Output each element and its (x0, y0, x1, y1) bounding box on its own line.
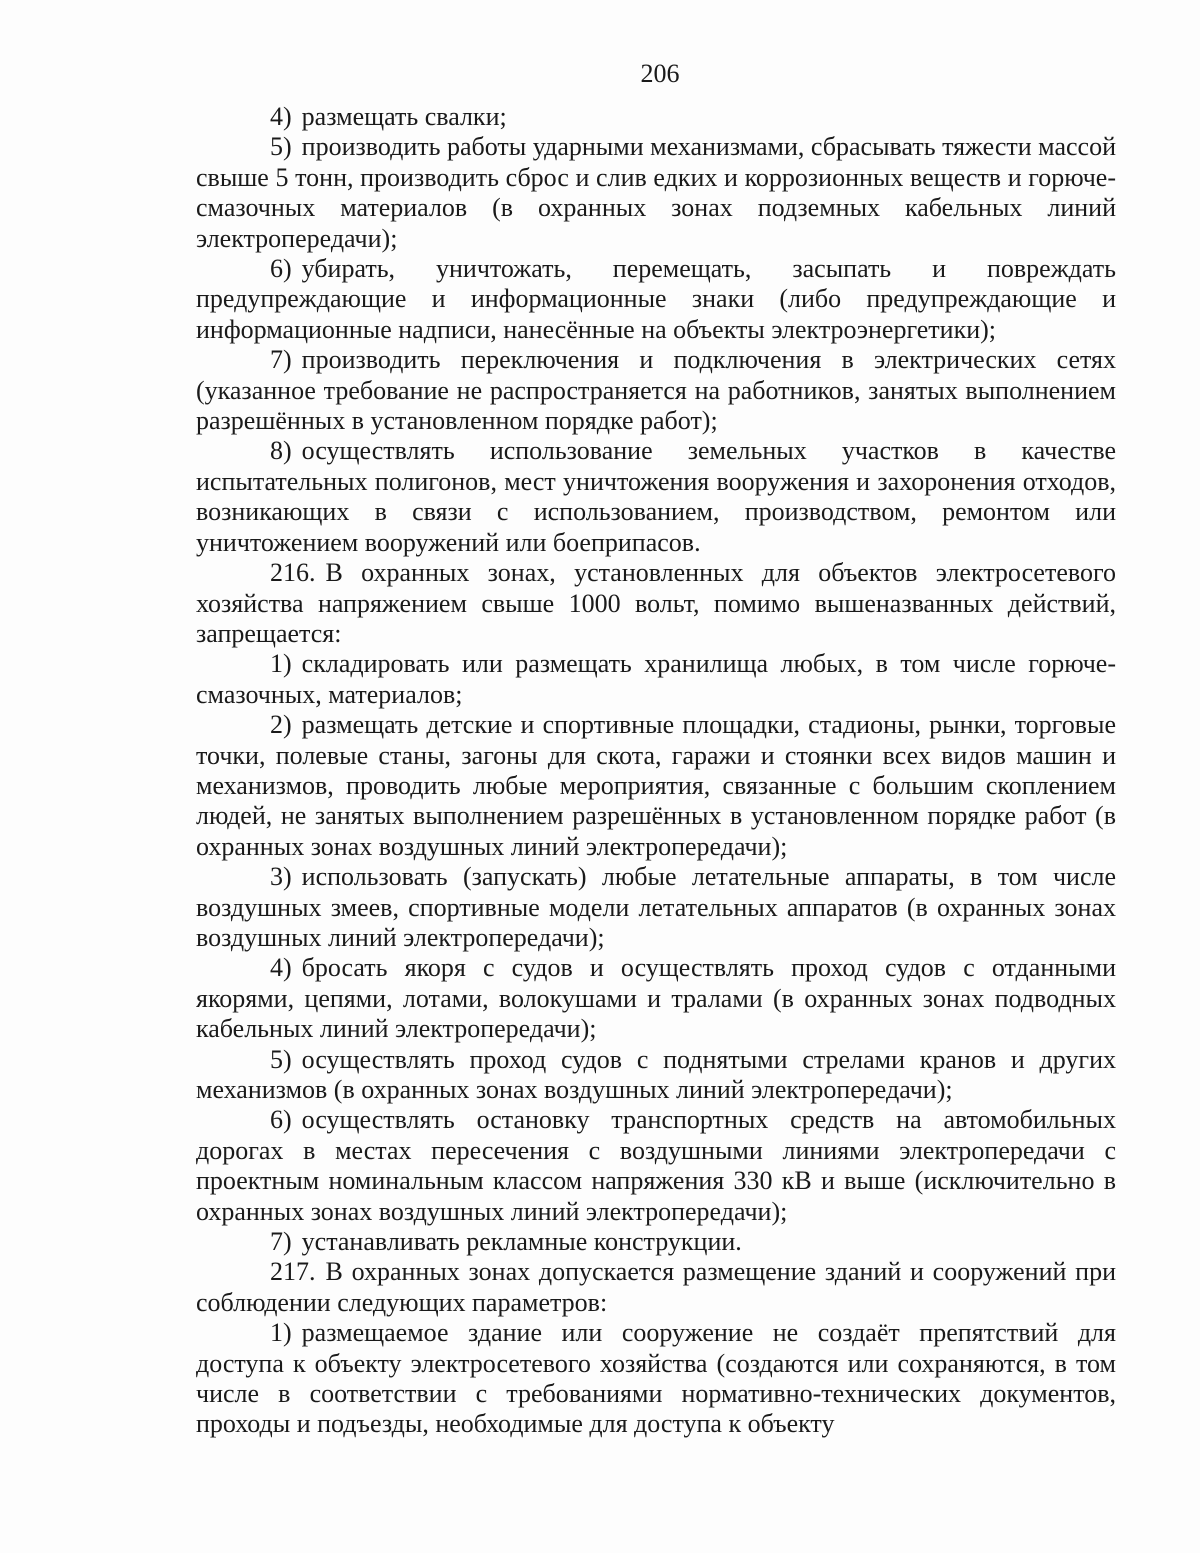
item-number: 3) (270, 862, 292, 892)
paragraph (196, 1227, 1116, 1257)
item-number: 1) (270, 649, 292, 679)
page-number: 206 (640, 59, 680, 88)
item-number: 6) (270, 1105, 292, 1135)
paragraph (196, 1318, 1116, 1440)
item-number: 1) (270, 1318, 292, 1348)
paragraph-text: размещать свалки; (301, 102, 507, 131)
item-number: 2) (270, 710, 292, 740)
paragraph-text: убирать, уничтожать, перемещать, засыпать и повреждать предупреждающие и информационные знаки (либо предупреждающие и информационные надписи, нанесённые на объекты электроэнергетики); (196, 254, 1116, 344)
item-number: 5) (270, 1044, 292, 1074)
paragraph-text: В охранных зонах допускается размещение зданий и сооружений при соблюдении следующих параметров: (196, 1257, 1116, 1317)
paragraph-text: осуществлять остановку транспортных средств на автомобильных дорогах в местах пересечения с воздушными линиями электропередачи с проектным номинальным классом напряжения 330 кВ и выше (исключительно в охранных зонах воздушных линий электропередачи); (196, 1105, 1116, 1226)
paragraph-text: осуществлять проход судов с поднятыми стрелами кранов и других механизмов (в охранных зонах воздушных линий электропередачи); (196, 1044, 1116, 1104)
item-number: 6) (270, 254, 292, 284)
paragraph (196, 436, 1116, 558)
paragraph-text: бросать якоря с судов и осуществлять проход судов с отданными якорями, цепями, лотами, волокушами и тралами (в охранных зонах подводных кабельных линий электропередачи); (196, 953, 1116, 1044)
item-number: 4) (270, 102, 292, 131)
paragraph-text: производить переключения и подключения в электрических сетях (указанное требование не распространяется на работников, занятых выполнением разрешённых в установленном порядке работ); (196, 345, 1116, 436)
paragraph (196, 254, 1116, 345)
item-number: 8) (270, 436, 292, 466)
paragraph (196, 1257, 1116, 1318)
paragraph (196, 1045, 1116, 1106)
paragraph (196, 102, 1116, 132)
paragraph (196, 862, 1116, 953)
paragraph-text: производить работы ударными механизмами, сбрасывать тяжести массой свыше 5 тонн, производить сброс и слив едких и коррозионных веществ и горюче-смазочных материалов (в охранных зонах подземных кабельных линий электропередачи); (196, 132, 1116, 253)
paragraph (196, 345, 1116, 436)
paragraph (196, 710, 1116, 862)
paragraph (196, 953, 1116, 1044)
paragraph-text: устанавливать рекламные конструкции. (301, 1227, 742, 1257)
item-number: 216. (270, 558, 316, 588)
paragraph-text: использовать (запускать) любые летательные аппараты, в том числе воздушных змеев, спортивные модели летательных аппаратов (в охранных зонах воздушных линий электропередачи); (196, 862, 1116, 952)
item-number: 7) (270, 1227, 292, 1257)
paragraph (196, 649, 1116, 710)
item-number: 7) (270, 345, 292, 375)
item-number: 5) (270, 132, 292, 162)
item-number: 217. (270, 1257, 316, 1287)
paragraph-text: осуществлять использование земельных участков в качестве испытательных полигонов, мест уничтожения вооружения и захоронения отходов, возникающих в связи с использованием, производством, ремонтом или уничтожением вооружений или боеприпасов. (196, 436, 1116, 557)
paragraph-text: размещать детские и спортивные площадки, стадионы, рынки, торговые точки, полевые станы, загоны для скота, гаражи и стоянки всех видов машин и механизмов, проводить любые мероприятия, связанные с большим скоплением людей, не занятых выполнением разрешённых в установленном порядке работ (в охранных зонах воздушных линий электропередачи); (196, 710, 1116, 861)
paragraph-text: размещаемое здание или сооружение не создаёт препятствий для доступа к объекту электросетевого хозяйства (создаются или сохраняются, в том числе в соответствии с требованиями нормативно-технических документов, проходы и подъезды, необходимые для доступа к объекту (196, 1318, 1116, 1439)
paragraph (196, 558, 1116, 649)
paragraph-text: В охранных зонах, установленных для объектов электросетевого хозяйства напряжением свыше 1000 вольт, помимо вышеназванных действий, запрещается: (196, 558, 1116, 648)
item-number: 4) (270, 953, 292, 983)
paragraph-text: складировать или размещать хранилища любых, в том числе горюче-смазочных, материалов; (196, 649, 1116, 709)
paragraph (196, 1105, 1116, 1227)
paragraph (196, 132, 1116, 254)
document-body (196, 102, 1116, 1440)
